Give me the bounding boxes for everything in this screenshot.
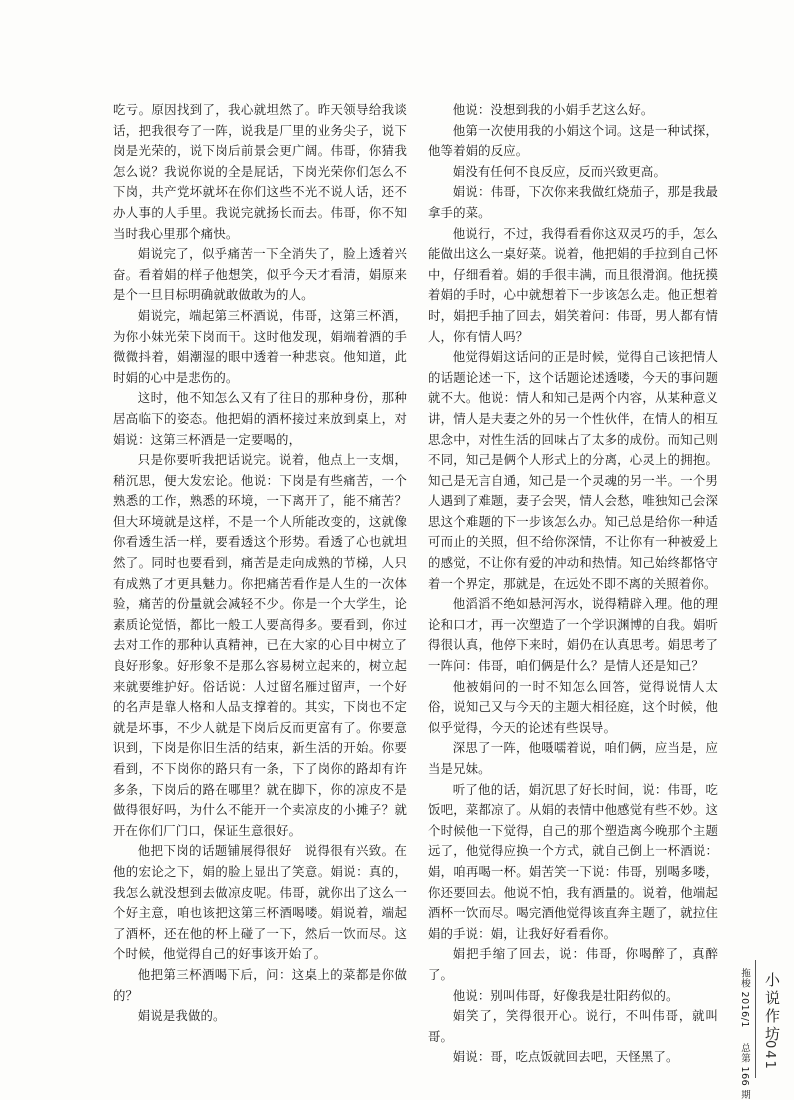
paragraph: 娟把手缩了回去，说：伟哥，你喝醉了，真醉了。 — [428, 946, 718, 982]
magazine-info — [737, 968, 751, 1100]
page-number: 041 — [762, 1040, 777, 1071]
paragraph: 他被娟问的一时不知怎么回答，觉得说情人太俗，说知己又与今天的主题大相径庭，这个时候，他似乎觉得，今天的论述有些误导。 — [428, 678, 718, 735]
issue-number: 总第 166 期 — [739, 1043, 750, 1100]
paragraph: 娟笑了，笑得很开心。说行，不叫伟哥，就叫哥。 — [428, 1008, 718, 1044]
paragraph: 娟说：哥，吃点饭就回去吧，天怪黑了。 — [452, 1049, 679, 1065]
paragraph: 娟说完，端起第三杯酒说，伟哥，这第三杯酒，为你小妹光荣下岗而干。这时他发现，娟端着酒的手微微抖着，娟潮湿的眼中透着一种悲哀。他知道，此时娟的心中是悲伤的。 — [113, 307, 407, 385]
paragraph: 他把下岗的话题铺展得很好 说得很有兴致。在他的宏论之下，娟的脸上显出了笑意。娟说：真的，我怎么就没想到去做凉皮呢。伟哥，就你出了这么一个好主意，咱也该把这第三杯酒喝喽。娟说着，端起了酒杯，还在他的杯上碰了一下，然后一饮而尽。这个时候，他觉得自己的好事该开始了。 — [113, 843, 407, 962]
paragraph: 娟没有任何不良反应，反而兴致更高。 — [452, 163, 666, 179]
paragraph: 娟说完了，似乎痛苦一下全消失了，脸上透着兴奋。看着娟的样子他想笑，似乎今天才看清，娟原来是个一旦目标明确就敢做敢为的人。 — [113, 246, 407, 303]
paragraph: 他说：别叫伟哥，好像我是壮阳药似的。 — [452, 987, 679, 1003]
paragraph: 他觉得娟这话问的正是时候，觉得自己该把情人的话题论述一下，这个话题论述透喽，今天的事问题就不大。他说：情人和知己是两个内容，从某种意义讲，情人是夫妻之外的另一个性伙伴，在情人的相互思念中，对性生活的回味占了太多的成份。而知己则不同，知己是俩个人形式上的分离，心灵上的拥抱。知己是无言自通，知己是一个灵魂的另一半。一个男人遇到了难题，妻子会哭，情人会愁，唯独知己会深思这个难题的下一步该怎么办。知己总是给你一种适可而止的关照，但不给你深情，不让你有一种被爱上的感觉，不让你有爱的冲动和热情。知己始终都恪守着一个界定，那就是，在远处不即不离的关照着你。 — [428, 349, 718, 591]
paragraph: 深思了一阵，他嗫嚅着说，咱们俩，应当是，应当是兄妹。 — [428, 740, 718, 776]
paragraph: 吃亏。原因找到了，我心就坦然了。昨天领导给我谈话，把我很夸了一阵，说我是厂里的业务尖子，说下岗是光荣的，说下岗后前景会更广阔。伟哥，你猜我怎么说？我说你说的全是屁话，下岗光荣你们怎么不下岗，共产党坏就坏在你们这些不光不说人话，还不办人事的人手里。我说完就扬长而去。伟哥，你不知当时我心里那个痛快。 — [113, 102, 407, 241]
right-text-column — [428, 100, 718, 1068]
paragraph: 他说行，不过，我得看看你这双灵巧的手，怎么能做出这么一桌好菜。说着，他把娟的手拉到自己怀中，仔细看着。娟的手很丰满，而且很滑润。他抚摸着娟的手时，心中就想着下一步该怎么走。他正想着时，娟把手抽了回去，娟笑着问：伟哥，男人都有情人，你有情人吗？ — [428, 225, 718, 344]
paragraph: 听了他的话，娟沉思了好长时间，说：伟哥，吃饭吧，菜都凉了。从娟的表情中他感觉有些不妙。这个时候他一下觉得，自己的那个塑造离今晚那个主题远了，他觉得应换一个方式，就自己倒上一杯酒说：娟，咱再喝一杯。娟苦笑一下说：伟哥，别喝多喽，你还要回去。他说不怕，我有酒量的。说着，他端起酒杯一饮而尽。喝完酒他觉得该直奔主题了，就拉住娟的手说：娟，让我好好看看你。 — [428, 781, 718, 941]
paragraph: 他滔滔不绝如悬河泻水，说得精辟入理。他的理论和口才，再一次塑造了一个学识渊博的自我。娟听得很认真，他停下来时，娟仍在认真思考。娟思考了一阵问：伟哥，咱们俩是什么？是情人还是知己？ — [428, 596, 718, 674]
paragraph: 他第一次使用我的小娟这个词。这是一种试探，他等着娟的反应。 — [428, 122, 718, 159]
paragraph: 他把第三杯酒喝下后，问：这桌上的菜都是你做的？ — [113, 966, 407, 1003]
section-title: 小说作坊 — [763, 972, 781, 1044]
paragraph: 这时，他不知怎么又有了往日的那种身份，那种居高临下的姿态。他把娟的酒杯接过来放到桌上，对娟说：这第三杯酒是一定要喝的， — [113, 390, 407, 447]
paragraph: 娟说：伟哥，下次你来我做红烧茄子，那是我最拿手的菜。 — [428, 184, 718, 220]
paragraph: 娟说是我做的。 — [137, 1008, 226, 1024]
sidebar-divider — [755, 960, 756, 1078]
left-text-column — [113, 100, 407, 1027]
paragraph: 只是你要听我把话说完。说着，他点上一支烟，稍沉思，便大发宏论。他说：下岗是有些痛苦，一个熟悉的工作，熟悉的环境，一下离开了，能不痛苦？但大环境就是这样，不是一个人所能改变的，这就像你看透生活一样，要看透这个形势。看透了心也就坦然了。同时也要看到，痛苦是走向成熟的节梯，人只有成熟了才更具魅力。你把痛苦看作是人生的一次体验，痛苦的份量就会减轻不少。你是一个大学生，论素质论觉悟，都比一般工人要高得多。要看到，你过去对工作的那种认真精神，已在大家的心目中树立了良好形象。好形象不是那么容易树立起来的，树立起来就要维护好。俗话说：人过留名雁过留声，一个好的名声是靠人格和人品支撑着的。其实，下岗也不定就是坏事，不少人就是下岗后反而更富有了。你要意识到，下岗是你旧生活的结束，新生活的开始。你要看到，不下岗你的路只有一条，下了岗你的路却有许多条，下岗后的路在哪里？就在脚下，你的凉皮不是做得很好吗，为什么不能开一个卖凉皮的小摊子？就开在你们厂门口，保证生意很好。 — [113, 452, 407, 838]
paragraph: 他说：没想到我的小娟手艺这么好。 — [452, 102, 654, 117]
magazine-name-date: 拖梭 2016/1 — [739, 968, 750, 1028]
